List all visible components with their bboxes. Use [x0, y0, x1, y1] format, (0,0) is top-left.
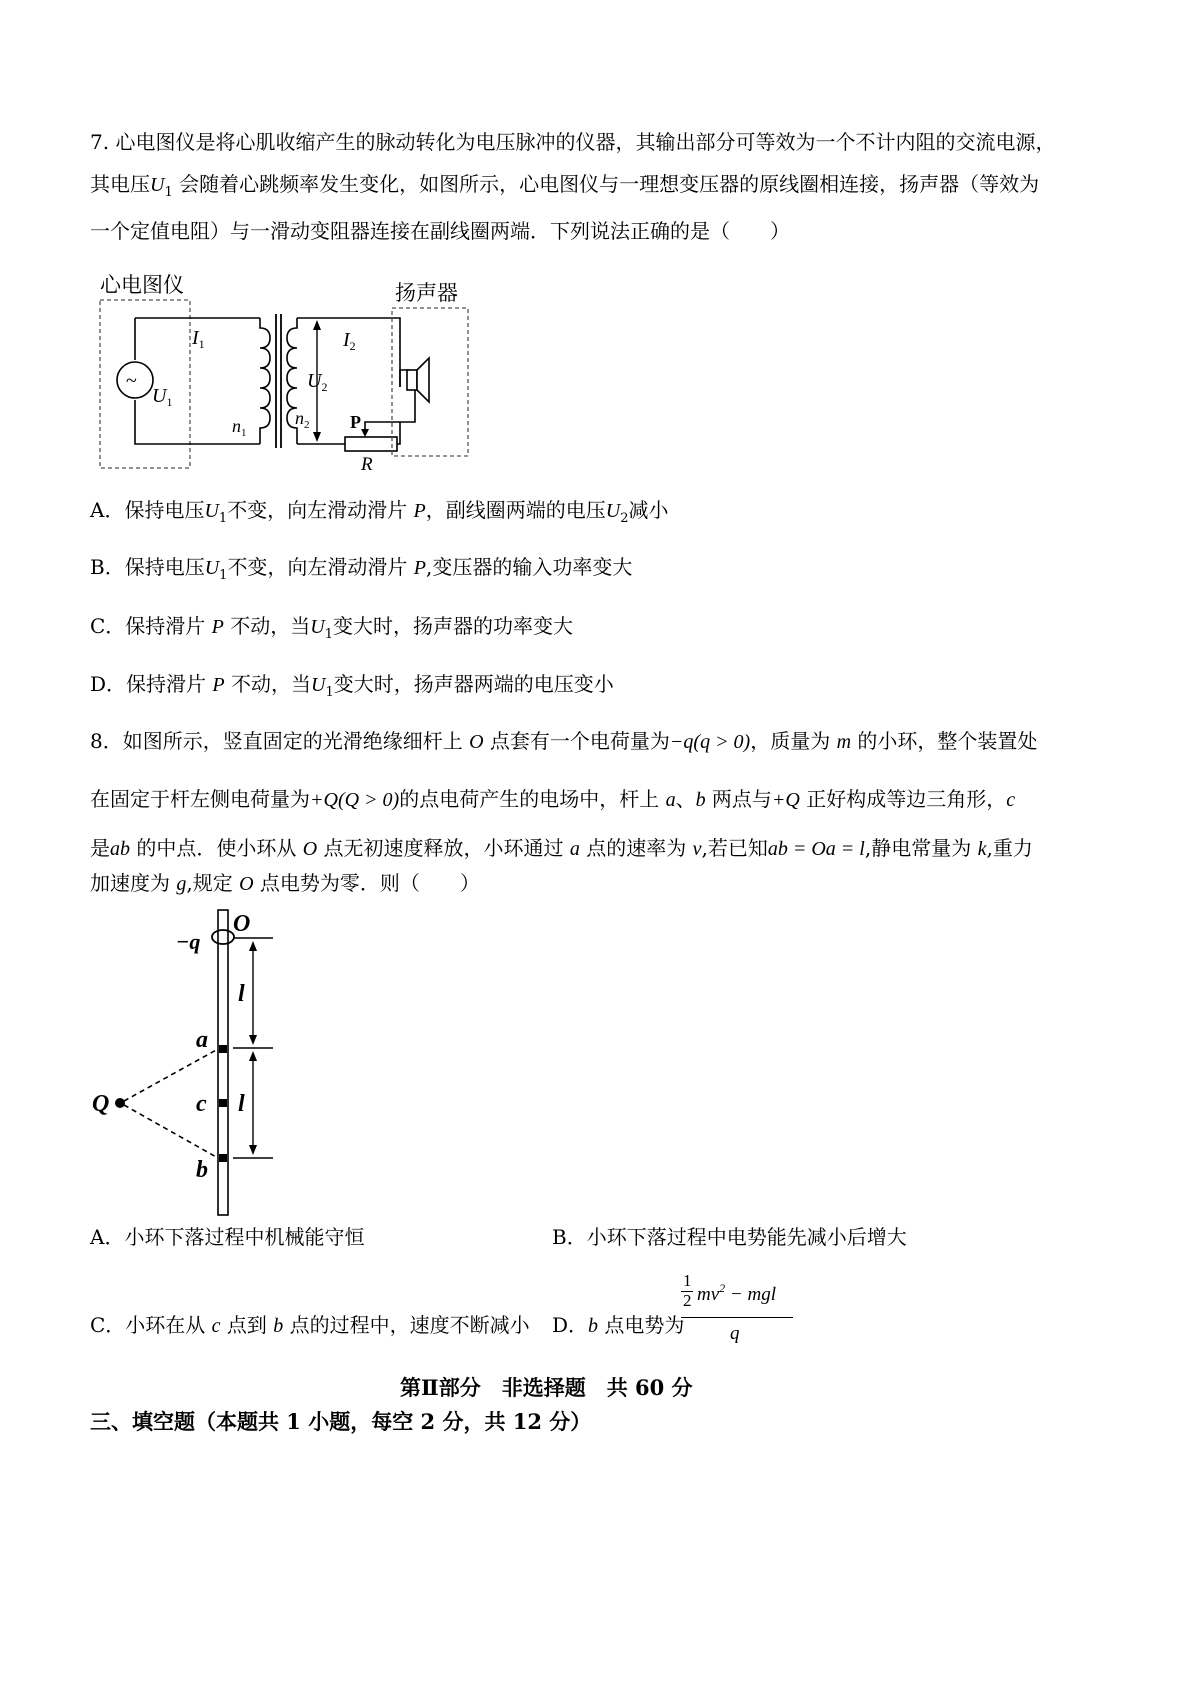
q7-circuit-figure	[95, 262, 485, 472]
point-a-label: a	[196, 1027, 208, 1053]
length-l-label-top: l	[238, 981, 245, 1007]
point-c-label: c	[196, 1091, 207, 1117]
speaker-dashed-box	[392, 308, 468, 456]
q8-option-b: B．小环下落过程中电势能先减小后增大	[552, 1225, 907, 1249]
n2-label: $n_2$	[295, 408, 310, 431]
point-a-marker	[219, 1045, 227, 1053]
svg-text:~: ~	[126, 370, 137, 392]
charge-q-label: Q	[92, 1091, 110, 1117]
q8-line-1: 8．如图所示，竖直固定的光滑绝缘细杆上 O 点套有一个电荷量为−q(q > 0)，质量为 m 的小环，整个装置处	[90, 729, 1038, 753]
minus-q-label: −q	[176, 929, 201, 954]
q8-line-3: 是ab 的中点．使小环从 O 点无初速度释放，小环通过 a 点的速率为 v,若已知ab = Oa = l,静电常量为 k,重力	[90, 836, 1033, 860]
n1-label: $n_1$	[232, 416, 247, 439]
q7-line-1: 7. 心电图仪是将心肌收缩产生的脉动转化为电压脉冲的仪器，其输出部分可等效为一个不计内阻的交流电源，	[90, 130, 1056, 154]
slider-p-label: P	[350, 412, 361, 432]
rheostat-r	[345, 437, 397, 451]
point-b-label: b	[196, 1157, 208, 1183]
q8-rod-figure	[88, 905, 288, 1225]
section-3-heading: 三、填空题（本题共 1 小题，每空 2 分，共 12 分）	[90, 1409, 592, 1434]
point-b-marker	[219, 1154, 227, 1162]
q7-line-2: 其电压$U_1$ 会随着心跳频率发生变化，如图所示，心电图仪与一理想变压器的原线圈相连接，扬声器（等效为	[90, 172, 1040, 200]
q8-option-d: D．b 点电势为	[552, 1313, 685, 1337]
insulating-rod	[218, 910, 228, 1215]
speaker-label: 扬声器	[395, 281, 458, 305]
point-o-label: O	[233, 911, 251, 937]
rheostat-r-label: R	[361, 454, 373, 472]
speaker-icon	[407, 370, 417, 390]
part-2-heading: 第Ⅱ部分 非选择题 共 60 分	[400, 1375, 693, 1400]
q7-line-3: 一个定值电阻）与一滑动变阻器连接在副线圈两端．下列说法正确的是（ ）	[90, 219, 790, 243]
i2-label: $I_2$	[343, 329, 356, 353]
primary-coil	[260, 318, 270, 444]
ecg-label: 心电图仪	[100, 273, 184, 297]
q7-option-a: A．保持电压$U_1$不变，向左滑动滑片 P，副线圈两端的电压$U_2$减小	[90, 498, 669, 526]
charge-q-dot	[115, 1098, 125, 1108]
point-c-marker	[219, 1099, 227, 1107]
q7-option-b: B．保持电压$U_1$不变，向左滑动滑片 P,变压器的输入功率变大	[90, 555, 633, 583]
u2-label: $U_2$	[307, 370, 328, 394]
q8-option-c: C．小环在从 c 点到 b 点的过程中，速度不断减小	[90, 1313, 530, 1337]
q7-option-d: D．保持滑片 P 不动，当$U_1$变大时，扬声器两端的电压变小	[90, 672, 614, 700]
q7-option-c: C．保持滑片 P 不动，当$U_1$变大时，扬声器的功率变大	[90, 614, 573, 642]
q8-line-4: 加速度为 g,规定 O 点电势为零．则（ ）	[90, 871, 480, 895]
q8-line-2: 在固定于杆左侧电荷量为+Q(Q > 0)的点电荷产生的电场中，杆上 a、b 两点与+Q 正好构成等边三角形，c	[90, 787, 1016, 811]
q8-option-a: A．小环下落过程中机械能守恒	[90, 1225, 365, 1249]
u1-label: $U_1$	[152, 385, 173, 409]
length-l-label-bottom: l	[238, 1091, 245, 1117]
i1-label: $I_1$	[192, 327, 205, 351]
